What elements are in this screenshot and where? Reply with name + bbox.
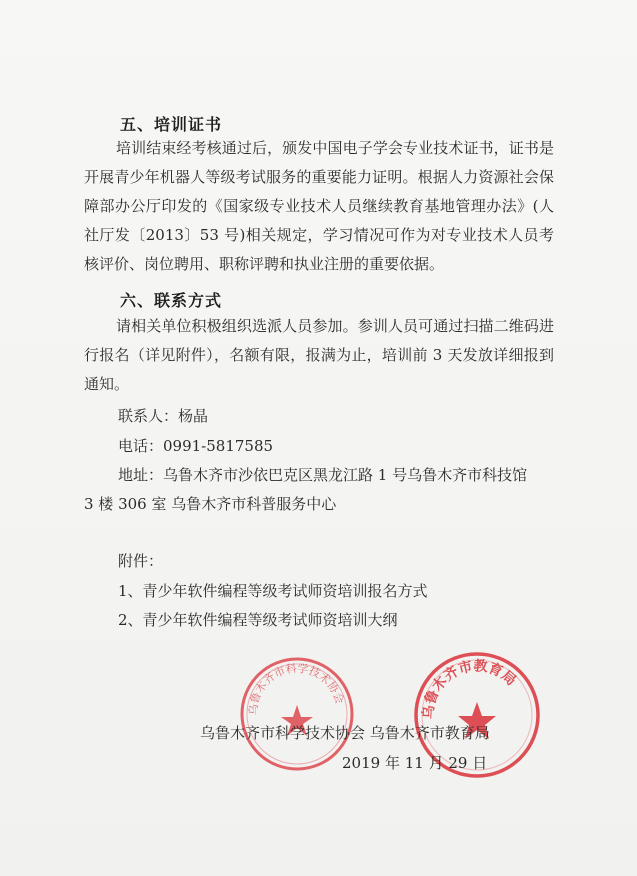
issue-date: 2019 年 11 月 29 日	[342, 754, 488, 772]
attachment-item-1: 1、青少年软件编程等级考试师资培训报名方式	[118, 582, 428, 600]
left-official-seal-icon	[238, 655, 356, 773]
contact-address-line1: 地址：乌鲁木齐市沙依巴克区黑龙江路 1 号乌鲁木齐市科技馆	[118, 466, 528, 484]
contact-person: 联系人：杨晶	[118, 407, 209, 425]
attachment-item-2: 2、青少年软件编程等级考试师资培训大纲	[118, 611, 398, 629]
section5-paragraph: 培训结束经考核通过后，颁发中国电子学会专业技术证书，证书是开展青少年机器人等级考试服务的重要能力证明。根据人力资源社会保障部办公厅印发的《国家级专业技术人员继续教育基地管理办法》(人社厅发〔2013〕53 号)相关规定，学习情况可作为对专业技术人员考核评价、岗位聘用、职称评聘和执业注册的重要依据。	[84, 139, 554, 273]
section5-body	[84, 134, 554, 279]
section6-body	[84, 312, 554, 399]
left-seal-text: 乌鲁木齐市科学技术协会	[246, 661, 347, 716]
contact-address-line2: 3 楼 306 室 乌鲁木齐市科普服务中心	[84, 495, 337, 513]
contact-phone: 电话：0991-5817585	[118, 437, 274, 455]
issuing-organizations: 乌鲁木齐市科学技术协会 乌鲁木齐市教育局	[200, 724, 490, 742]
attachments-label: 附件：	[118, 552, 164, 570]
section5-heading: 五、培训证书	[120, 115, 223, 134]
svg-text:乌鲁木齐市教育局	[420, 657, 519, 719]
section6-heading: 六、联系方式	[120, 291, 223, 310]
right-seal-text: 乌鲁木齐市教育局	[420, 658, 519, 720]
section6-paragraph: 请相关单位积极组织选派人员参加。参训人员可通过扫描二维码进行报名（详见附件），名额有限，报满为止，培训前 3 天发放详细报到通知。	[84, 317, 554, 393]
